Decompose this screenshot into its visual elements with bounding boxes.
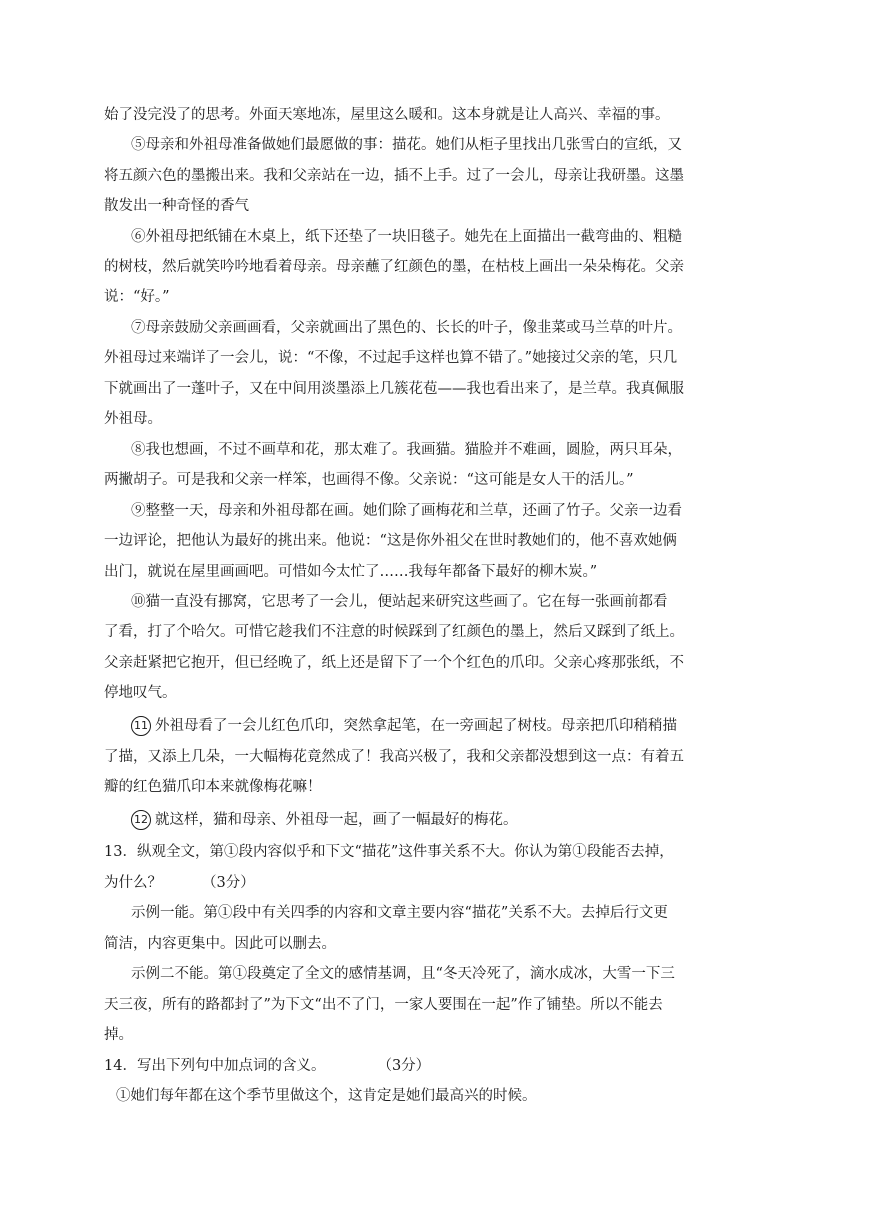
text-line: 出门，就说在屋里画画吧。可惜如今太忙了……我每年都备下最好的柳木炭。” bbox=[104, 564, 598, 580]
paragraph-8-line: ⑧我也想画，不过不画草和花，那太难了。我画猫。猫脸并不难画，圆脸，两只耳朵， bbox=[131, 442, 682, 458]
question-14-text: 14．写出下列句中加点词的含义。 bbox=[104, 1058, 326, 1074]
paragraph-12-text: 就这样，猫和母亲、外祖母一起，画了一幅最好的梅花。 bbox=[155, 812, 518, 828]
question-14-score: （3分） bbox=[377, 1058, 431, 1074]
text-line: 了描，又添上几朵，一大幅梅花竟然成了！我高兴极了，我和父亲都没想到这一点：有着五 bbox=[104, 749, 684, 765]
text-line: 一边评论，把他认为最好的挑出来。他说：“这是你外祖父在世时教她们的，他不喜欢她俩 bbox=[104, 533, 677, 549]
paragraph-12-line bbox=[131, 810, 764, 830]
text-line: 停地叹气。 bbox=[104, 685, 177, 701]
paragraph-10-line: ⑩猫一直没有挪窝，它思考了一会儿，便站起来研究这些画了。它在每一张画前都看 bbox=[131, 594, 668, 610]
text-line: 掉。 bbox=[104, 1027, 133, 1043]
text-line: 简洁，内容更集中。因此可以删去。 bbox=[104, 936, 336, 952]
question-13: 13．纵观全文，第①段内容似乎和下文“描花”这件事关系不大。你认为第①段能否去掉， bbox=[104, 844, 674, 860]
text-line: 天三夜，所有的路都封了”为下文“出不了门，一家人要围在一起”作了铺垫。所以不能去 bbox=[104, 997, 663, 1013]
question-13-score: （3分） bbox=[202, 875, 255, 891]
text-line: 瓣的红色猫爪印本来就像梅花嘛！ bbox=[104, 779, 322, 795]
paragraph-7-line: ⑦母亲鼓励父亲画画看，父亲就画出了黑色的、长长的叶子，像韭菜或马兰草的叶片。 bbox=[131, 320, 682, 336]
text-line: 了看，打了个哈欠。可惜它趁我们不注意的时候踩到了红颜色的墨上，然后又踩到了纸上。 bbox=[104, 624, 684, 640]
paragraph-5-line: ⑤母亲和外祖母准备做她们最愿做的事：描花。她们从柜子里找出几张雪白的宣纸，又 bbox=[131, 137, 682, 153]
text-line: 说：“好。” bbox=[104, 289, 170, 305]
text-line: 两撇胡子。可是我和父亲一样笨，也画得不像。父亲说：“这可能是女人干的活儿。” bbox=[104, 472, 634, 488]
text-line: 父亲赶紧把它抱开，但已经晚了，纸上还是留下了一个个红色的爪印。父亲心疼那张纸，不 bbox=[104, 655, 684, 671]
question-14 bbox=[104, 1056, 764, 1076]
text-line: 下就画出了一蓬叶子，又在中间用淡墨添上几簇花苞——我也看出来了，是兰草。我真佩服 bbox=[104, 381, 684, 397]
paragraph-6-line: ⑥外祖母把纸铺在木桌上，纸下还垫了一块旧毯子。她先在上面描出一截弯曲的、粗糙 bbox=[131, 229, 682, 245]
paragraph-number-12: 12 bbox=[131, 810, 151, 830]
answer-example-1: 示例一能。第①段中有关四季的内容和文章主要内容“描花”关系不大。去掉后行文更 bbox=[131, 905, 668, 921]
text-line: 外祖母。 bbox=[104, 411, 162, 427]
text-line: 外祖母过来端详了一会儿，说：“不像，不过起手这样也算不错了。”她接过父亲的笔，只几 bbox=[104, 350, 678, 366]
paragraph-11-text: 外祖母看了一会儿红色爪印，突然拿起笔，在一旁画起了树枝。母亲把爪印稍稍描 bbox=[155, 718, 677, 734]
question-13-line-2 bbox=[104, 873, 764, 893]
paragraph-9-line: ⑨整整一天，母亲和外祖母都在画。她们除了画梅花和兰草，还画了竹子。父亲一边看 bbox=[131, 503, 682, 519]
question-13-text: 为什么？ bbox=[104, 875, 162, 891]
paragraph-11-line bbox=[131, 716, 764, 736]
text-line: 始了没完没了的思考。外面天寒地冻，屋里这么暖和。这本身就是让人高兴、幸福的事。 bbox=[104, 107, 670, 123]
paragraph-number-11: 11 bbox=[131, 716, 151, 736]
answer-example-2: 示例二不能。第①段奠定了全文的感情基调，且“冬天冷死了，滴水成冰，大雪一下三 bbox=[131, 966, 675, 982]
text-line: 将五颜六色的墨搬出来。我和父亲站在一边，插不上手。过了一会儿，母亲让我研墨。这墨 bbox=[104, 168, 684, 184]
text-line: 的树枝，然后就笑吟吟地看着母亲。母亲蘸了红颜色的墨，在枯枝上画出一朵朵梅花。父亲 bbox=[104, 259, 684, 275]
text-line: 散发出一种奇怪的香气 bbox=[104, 198, 249, 214]
question-14-item-1: ①她们每年都在这个季节里做这个，这肯定是她们最高兴的时候。 bbox=[116, 1088, 537, 1104]
